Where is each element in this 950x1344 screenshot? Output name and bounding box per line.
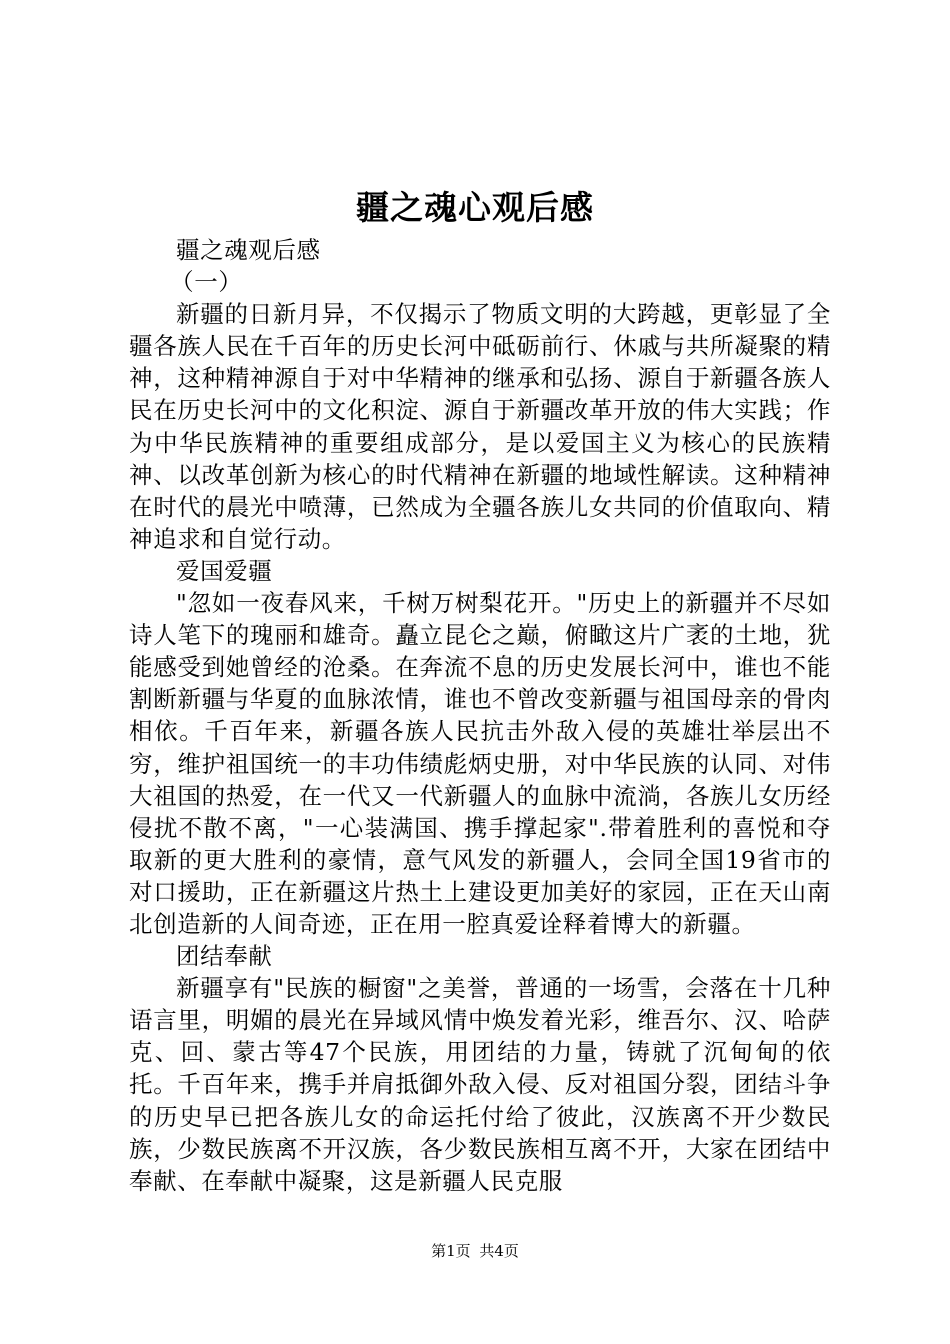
subtitle: 疆之魂观后感 xyxy=(176,236,321,264)
section-heading-patriotism: 爱国爱疆 xyxy=(176,556,273,585)
page-footer xyxy=(0,1241,950,1261)
paragraph-patriotism: "忽如一夜春风来，千树万树梨花开。"历史上的新疆并不尽如诗人笔下的瑰丽和雄奇。矗立昆仑之巅，俯瞰这片广袤的土地，犹能感受到她曾经的沧桑。在奔流不息的历史发展长河中，谁也不能割断新疆与华夏的血脉浓情，谁也不曾改变新疆与祖国母亲的骨肉相依。千百年来，新疆各族人民抗击外敌入侵的英雄壮举层出不穷，维护祖国统一的丰功伟绩彪炳史册，对中华民族的认同、对伟大祖国的热爱，在一代又一代新疆人的血脉中流淌，各族儿女历经侵扰不散不离，"一心装满国、携手撑起家".带着胜利的喜悦和夺取新的更大胜利的豪情，意气风发的新疆人，会同全国19省市的对口援助，正在新疆这片热土上建设更加美好的家园，正在天山南北创造新的人间奇迹，正在用一腔真爱诠释着博大的新疆。 xyxy=(129,589,831,938)
page-total: 共4页 xyxy=(479,1242,519,1260)
page-number: 第1页 xyxy=(431,1242,471,1260)
document-body xyxy=(129,234,831,1197)
paragraph-intro: 新疆的日新月异，不仅揭示了物质文明的大跨越，更彰显了全疆各族人民在千百年的历史长河中砥砺前行、休戚与共所凝聚的精神，这种精神源自于对中华精神的继承和弘扬、源自于新疆各族人民在历史长河中的文化积淀、源自于新疆改革开放的伟大实践；作为中华民族精神的重要组成部分，是以爱国主义为核心的民族精神、以改革创新为核心的时代精神在新疆的地域性解读。这种精神在时代的晨光中喷薄，已然成为全疆各族儿女共同的价值取向、精神追求和自觉行动。 xyxy=(129,300,831,553)
section-heading-unity: 团结奉献 xyxy=(176,942,273,971)
paragraph-unity: 新疆享有"民族的橱窗"之美誉，普通的一场雪，会落在十几种语言里，明媚的晨光在异域风情中焕发着光彩，维吾尔、汉、哈萨克、回、蒙古等47个民族，用团结的力量，铸就了沉甸甸的依托。千百年来，携手并肩抵御外敌入侵、反对祖国分裂，团结斗争的历史早已把各族儿女的命运托付给了彼此，汉族离不开少数民族，少数民族离不开汉族，各少数民族相互离不开，大家在团结中奉献、在奉献中凝聚，这是新疆人民克服 xyxy=(129,974,831,1195)
section-number: （一） xyxy=(170,268,243,297)
document-title: 疆之魂心观后感 xyxy=(356,188,594,227)
